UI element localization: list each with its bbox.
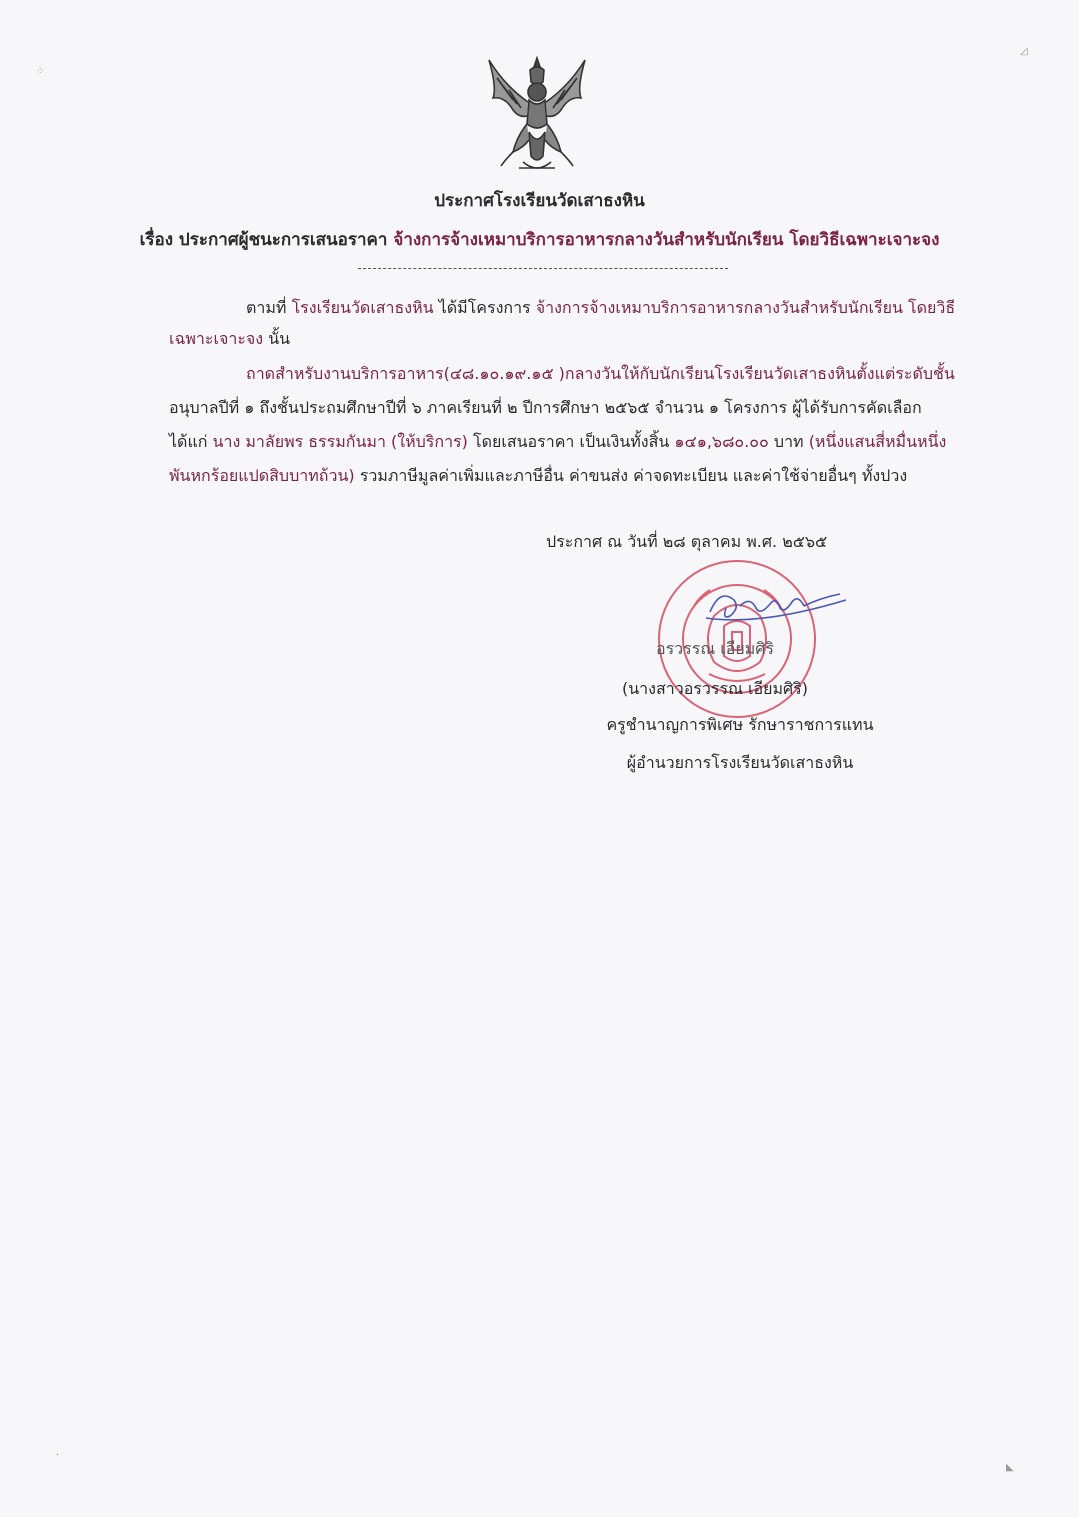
amount-words-1: (หนึ่งแสนสี่หมื่นหนึ่ง bbox=[808, 432, 947, 451]
scan-speck: ⁘ bbox=[36, 66, 45, 77]
p1-text-f: นั้น bbox=[263, 329, 291, 348]
paragraph-2-line-1: ถาดสำหรับงานบริการอาหาร(๔๘.๑๐.๑๙.๑๕ )กลางวันให้กับนักเรียนโรงเรียนวัดเสาธงหินตั้งแต่ระดับชั้น bbox=[246, 364, 955, 383]
signer-name-full: (นางสาวอรวรรณ เอียมศิริ) bbox=[621, 679, 808, 698]
bid-amount: ๑๔๑,๖๘๐.๐๐ bbox=[674, 432, 769, 451]
document-title: ประกาศโรงเรียนวัดเสาธงหิน bbox=[434, 191, 645, 211]
p1-text-a: ตามที่ bbox=[246, 298, 287, 317]
p2-text-e: บาท bbox=[773, 432, 804, 451]
signer-name-short: อรวรรณ เอียมศิริ bbox=[655, 639, 775, 658]
garuda-emblem-icon bbox=[483, 52, 591, 178]
method-text: เฉพาะเจาะจง bbox=[169, 329, 264, 348]
p2-text-a: ได้แก่ bbox=[169, 432, 208, 451]
paragraph-1-line-2 bbox=[169, 327, 290, 352]
signer-position-2: ผู้อำนวยการโรงเรียนวัดเสาธงหิน bbox=[626, 753, 854, 772]
paragraph-2-line-3 bbox=[169, 430, 946, 455]
school-name: โรงเรียนวัดเสาธงหิน bbox=[291, 298, 434, 317]
paragraph-2-line-2: อนุบาลปีที่ ๑ ถึงชั้นประถมศึกษาปีที่ ๖ ภาคเรียนที่ ๒ ปีการศึกษา ๒๕๖๕ จำนวน ๑ โครงการ ผู้ได้รับการคัดเลือก bbox=[169, 398, 922, 417]
signer-position-1: ครูชำนาญการพิเศษ รักษาราชการแทน bbox=[606, 715, 874, 734]
scan-speck: · bbox=[56, 1450, 60, 1461]
paragraph-2-line-4 bbox=[169, 464, 907, 489]
document-subject bbox=[0, 226, 1079, 253]
paragraph-1-line-1 bbox=[246, 296, 955, 321]
p2-text-c: โดยเสนอราคา เป็นเงินทั้งสิ้น bbox=[472, 432, 670, 451]
p1-text-c: ได้มีโครงการ bbox=[438, 298, 531, 317]
signature-icon bbox=[700, 578, 850, 628]
amount-words-2: พันหกร้อยแปดสิบบาทถ้วน) bbox=[169, 466, 355, 485]
scan-speck: ◿ bbox=[1020, 46, 1028, 57]
project-name: จ้างการจ้างเหมาบริการอาหารกลางวันสำหรับนักเรียน โดยวิธี bbox=[535, 298, 956, 317]
announcement-date: ประกาศ ณ วันที่ ๒๘ ตุลาคม พ.ศ. ๒๕๖๕ bbox=[546, 532, 828, 551]
subject-prefix: เรื่อง ประกาศผู้ชนะการเสนอราคา bbox=[139, 230, 388, 250]
divider-line bbox=[358, 268, 728, 269]
p2-text-tail: รวมภาษีมูลค่าเพิ่มและภาษีอื่น ค่าขนส่ง ค่าจดทะเบียน และค่าใช้จ่ายอื่นๆ ทั้งปวง bbox=[359, 466, 908, 485]
winner-name: นาง มาลัยพร ธรรมกันมา (ให้บริการ) bbox=[212, 432, 468, 451]
scan-speck: ◣ bbox=[1006, 1462, 1014, 1473]
subject-highlight: จ้างการจ้างเหมาบริการอาหารกลางวันสำหรับนักเรียน โดยวิธีเฉพาะเจาะจง bbox=[393, 230, 940, 250]
